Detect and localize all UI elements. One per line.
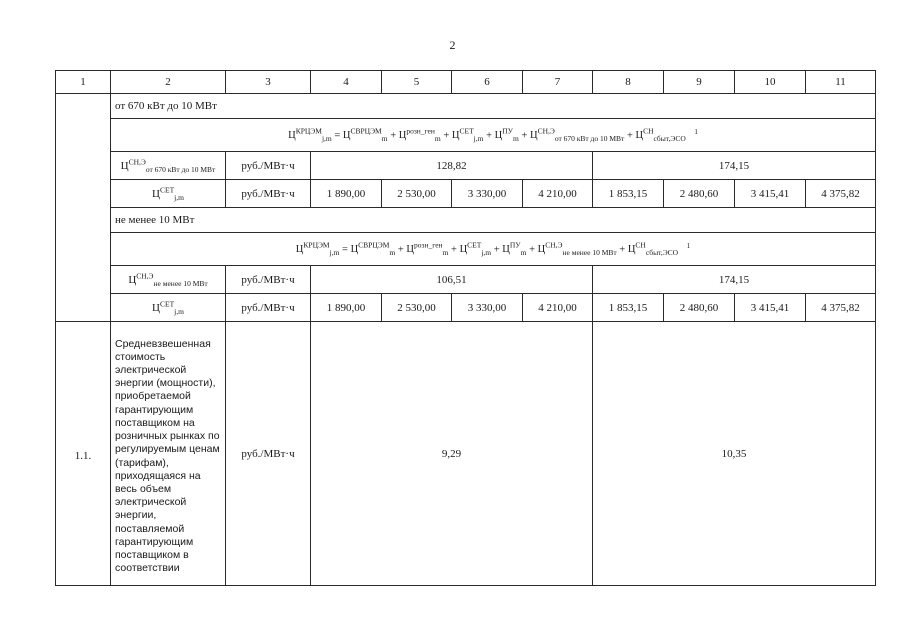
item-description: Средневзвешенная стоимость электрической энергии (мощности), приобретаемой гарантирующим поставщиком на розничных рынках по регулируемым ценам (тарифам), приходящаяся на весь объем электрической энергии, поставляемой гарантирующим поставщиком в соответствии (111, 322, 226, 586)
value-cell: 2 530,00 (382, 294, 452, 322)
formula-row (56, 119, 876, 152)
column-number-row (56, 71, 876, 94)
formula-row (56, 233, 876, 266)
section-title-row (56, 94, 876, 119)
unit-cell: руб./МВт·ч (226, 152, 311, 180)
value-cell: 3 330,00 (452, 180, 523, 208)
value-cell: 1 853,15 (593, 294, 664, 322)
tariff-table (55, 70, 876, 586)
row-label: $Ц^{СЕТ}_{j,m}$ (111, 180, 226, 208)
col-number: 5 (382, 71, 452, 94)
value-cell: 3 415,41 (735, 294, 806, 322)
price-formula: $Ц^{КРЦЭМ}_{j,m} = Ц^{СВРЦЭМ}_m + Ц^{розн\_ген}_m + Ц^{СЕТ}_{j,m} + Ц^{ПУ}_m + Ц^{СН,Э}_{от 670 кВт до 10 МВт} + Ц^{СН}_{сбыт,ЭСО}$ $^1$ (111, 119, 876, 152)
value-cell: 4 375,82 (806, 294, 876, 322)
row-label: $Ц^{СН,Э}_{от 670 кВт до 10 МВт}$ (111, 152, 226, 180)
value-cell: 9,29 (311, 322, 593, 586)
row-label: $Ц^{СН,Э}_{не менее 10 МВт}$ (111, 266, 226, 294)
value-cell: 4 375,82 (806, 180, 876, 208)
row-label: $Ц^{СЕТ}_{j,m}$ (111, 294, 226, 322)
value-cell: 1 890,00 (311, 294, 382, 322)
unit-cell: руб./МВт·ч (226, 322, 311, 586)
col-number: 1 (56, 71, 111, 94)
value-row (56, 152, 876, 180)
col-number: 3 (226, 71, 311, 94)
price-formula: $Ц^{КРЦЭМ}_{j,m} = Ц^{СВРЦЭМ}_m + Ц^{розн\_ген}_m + Ц^{СЕТ}_{j,m} + Ц^{ПУ}_m + Ц^{СН,Э}_{не менее 10 МВт} + Ц^{СН}_{сбыт,ЭСО}$ $^1$ (111, 233, 876, 266)
col-number: 7 (523, 71, 593, 94)
unit-cell: руб./МВт·ч (226, 294, 311, 322)
col-number: 4 (311, 71, 382, 94)
section-title-row (56, 208, 876, 233)
col-number: 8 (593, 71, 664, 94)
value-cell: 174,15 (593, 266, 876, 294)
value-cell: 3 415,41 (735, 180, 806, 208)
col-number: 10 (735, 71, 806, 94)
value-cell: 4 210,00 (523, 294, 593, 322)
section-title: от 670 кВт до 10 МВт (111, 94, 876, 119)
value-row (56, 266, 876, 294)
value-cell: 1 890,00 (311, 180, 382, 208)
value-cell: 4 210,00 (523, 180, 593, 208)
col-number: 2 (111, 71, 226, 94)
unit-cell: руб./МВт·ч (226, 180, 311, 208)
section-title: не менее 10 МВт (111, 208, 876, 233)
value-row (56, 294, 876, 322)
col-number: 6 (452, 71, 523, 94)
footnote-marker: 1 (686, 241, 691, 250)
col-number: 11 (806, 71, 876, 94)
value-cell: 2 530,00 (382, 180, 452, 208)
value-row (56, 180, 876, 208)
value-cell: 106,51 (311, 266, 593, 294)
value-cell: 128,82 (311, 152, 593, 180)
value-cell: 3 330,00 (452, 294, 523, 322)
footnote-marker: 1 (694, 127, 698, 136)
value-cell: 174,15 (593, 152, 876, 180)
value-cell: 10,35 (593, 322, 876, 586)
item-row (56, 322, 876, 586)
value-cell: 2 480,60 (664, 294, 735, 322)
empty-code-cell (56, 94, 111, 322)
unit-cell: руб./МВт·ч (226, 266, 311, 294)
col-number: 9 (664, 71, 735, 94)
page-number: 2 (449, 38, 456, 52)
value-cell: 2 480,60 (664, 180, 735, 208)
value-cell: 1 853,15 (593, 180, 664, 208)
item-code: 1.1. (56, 322, 111, 586)
